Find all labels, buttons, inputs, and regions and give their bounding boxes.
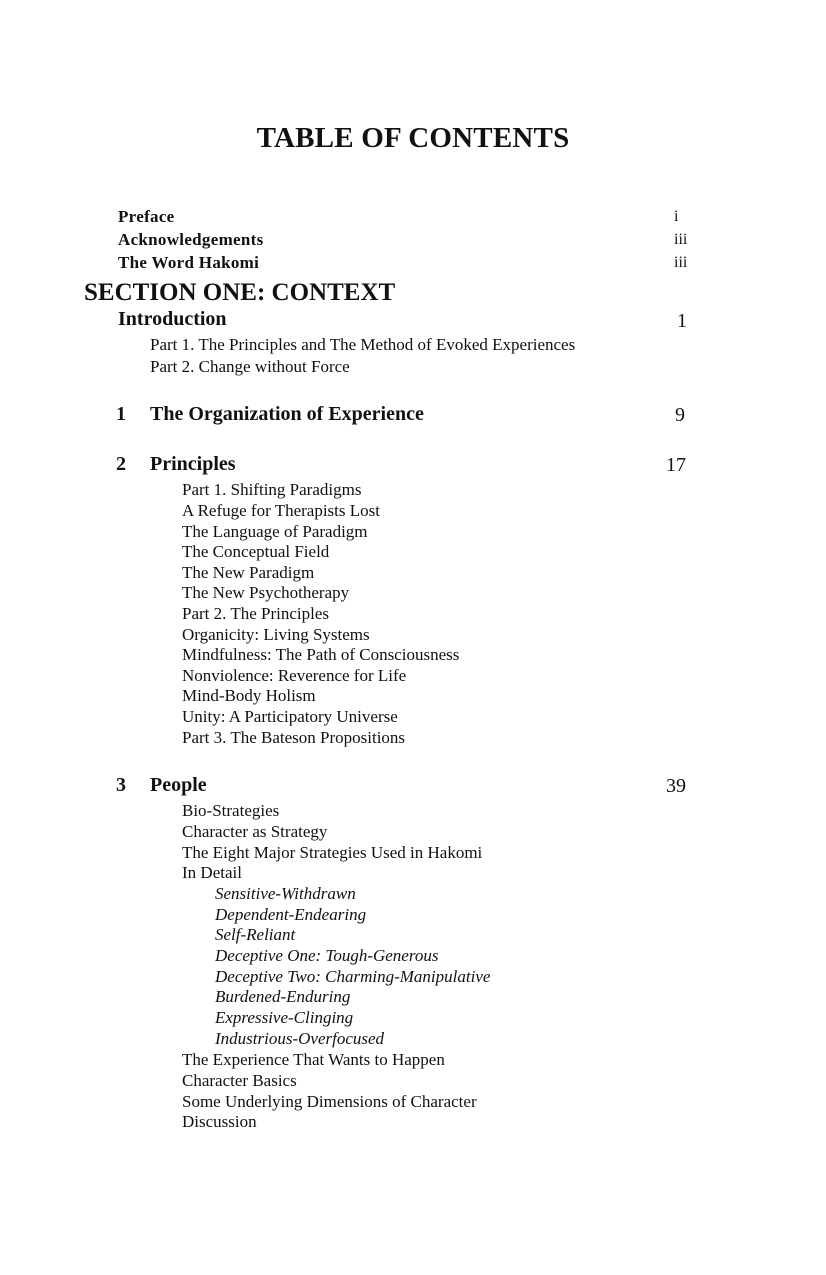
toc-subentry: Nonviolence: Reverence for Life (182, 666, 407, 685)
toc-subentry: Part 2. Change without Force (150, 357, 350, 376)
page-number-preface: i (674, 208, 679, 225)
toc-subentry: A Refuge for Therapists Lost (182, 501, 380, 520)
toc-subentry-italic: Burdened-Enduring (215, 987, 351, 1006)
toc-subentry: In Detail (182, 863, 242, 882)
toc-entry-word-hakomi: The Word Hakomi (118, 253, 260, 272)
chapter-page-number: 39 (666, 775, 686, 797)
toc-subentry: Character as Strategy (182, 822, 328, 841)
toc-subentry-italic: Industrious-Overfocused (215, 1029, 385, 1048)
toc-subentry: Bio-Strategies (182, 801, 280, 820)
toc-subentry: Part 1. Shifting Paradigms (182, 480, 362, 499)
toc-subentry: Part 2. The Principles (182, 604, 329, 623)
toc-subentry-italic: Self-Reliant (215, 925, 296, 944)
toc-subentry-italic: Deceptive Two: Charming-Manipulative (215, 967, 491, 986)
toc-subentry-italic: Dependent-Endearing (215, 905, 367, 924)
toc-entry-introduction: Introduction (118, 308, 227, 330)
chapter-number: 2 (116, 453, 126, 475)
page-title: TABLE OF CONTENTS (256, 122, 570, 154)
toc-subentry: Organicity: Living Systems (182, 625, 370, 644)
chapter-title: People (150, 774, 207, 796)
toc-subentry: Unity: A Participatory Universe (182, 707, 398, 726)
toc-subentry-italic: Sensitive-Withdrawn (215, 884, 356, 903)
toc-entry-preface: Preface (118, 207, 175, 226)
toc-subentry: The New Paradigm (182, 563, 315, 582)
chapter-number: 3 (116, 774, 126, 796)
chapter-number: 1 (116, 403, 126, 425)
toc-subentry: Part 3. The Bateson Propositions (182, 728, 406, 747)
page-number-word-hakomi: iii (674, 254, 688, 271)
page-number-introduction: 1 (677, 310, 687, 332)
toc-entry-acknowledgements: Acknowledgements (118, 230, 264, 249)
toc-subentry: Mindfulness: The Path of Consciousness (182, 645, 460, 664)
toc-subentry: Discussion (182, 1112, 257, 1131)
toc-subentry-italic: Deceptive One: Tough-Generous (215, 946, 439, 965)
toc-subentry: Character Basics (182, 1071, 297, 1090)
toc-subentry: Part 1. The Principles and The Method of Evoked Experiences (150, 335, 576, 354)
toc-subentry: The Experience That Wants to Happen (182, 1050, 445, 1069)
chapter-page-number: 17 (666, 454, 686, 476)
toc-subentry: Some Underlying Dimensions of Character (182, 1092, 477, 1111)
page-number-acknowledgements: iii (674, 231, 688, 248)
section-heading: SECTION ONE: CONTEXT (84, 279, 396, 306)
chapter-title: Principles (150, 453, 236, 475)
toc-subentry: Mind-Body Holism (182, 686, 316, 705)
toc-subentry: The Language of Paradigm (182, 522, 368, 541)
toc-subentry: The New Psychotherapy (182, 583, 350, 602)
toc-subentry: The Eight Major Strategies Used in Hakomi (182, 843, 483, 862)
chapter-page-number: 9 (675, 404, 685, 426)
chapter-title: The Organization of Experience (150, 403, 424, 425)
toc-subentry-italic: Expressive-Clinging (215, 1008, 354, 1027)
toc-subentry: The Conceptual Field (182, 542, 330, 561)
